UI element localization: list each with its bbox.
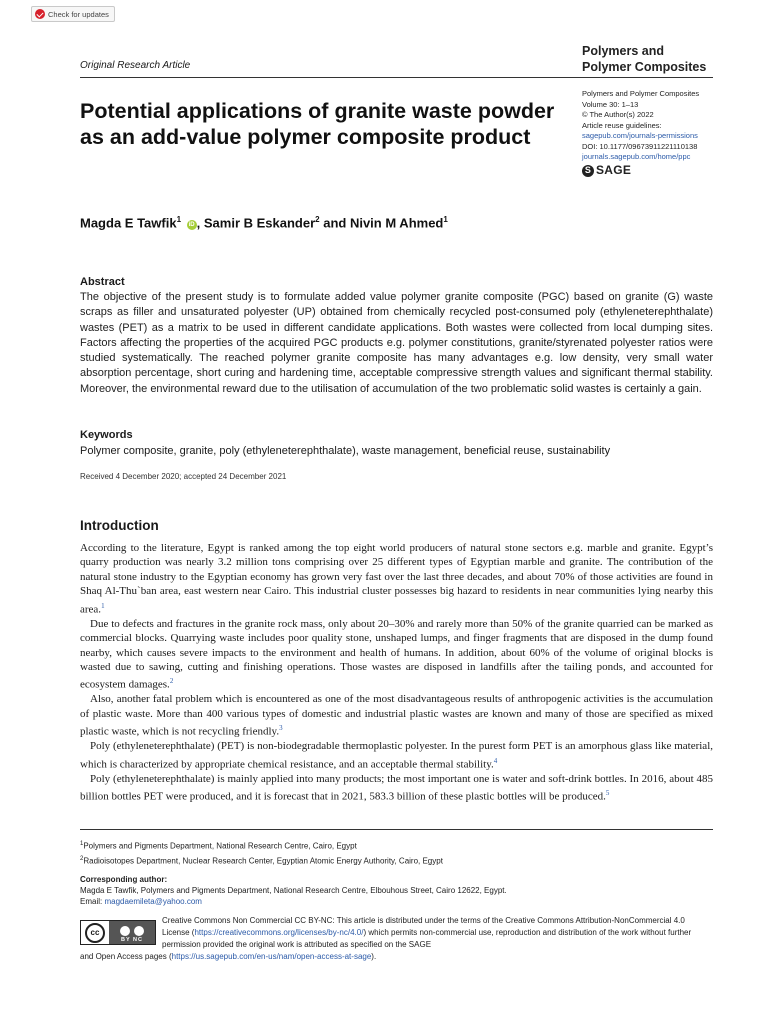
sage-s-icon: S bbox=[582, 165, 594, 177]
check-for-updates-button[interactable] bbox=[31, 6, 115, 22]
corresponding-heading: Corresponding author: bbox=[80, 875, 168, 884]
introduction-body bbox=[80, 541, 713, 804]
license-link[interactable]: https://creativecommons.org/licenses/by-nc/4.0/ bbox=[194, 928, 364, 937]
check-circle-icon bbox=[35, 9, 45, 19]
affiliation-marker: 1 bbox=[176, 215, 182, 224]
footnote-divider bbox=[80, 829, 713, 830]
author-name: Nivin M Ahmed bbox=[349, 215, 444, 231]
header-divider bbox=[80, 77, 713, 78]
affiliation-text: Polymers and Pigments Department, National Research Centre, Cairo, Egypt bbox=[83, 841, 357, 851]
keywords-heading: Keywords bbox=[80, 429, 133, 441]
affiliation-marker: 1 bbox=[443, 215, 448, 224]
abstract-heading: Abstract bbox=[80, 276, 125, 288]
introduction-heading: Introduction bbox=[80, 518, 159, 533]
email-link[interactable]: magdaemileta@yahoo.com bbox=[104, 897, 202, 906]
sage-logo bbox=[582, 165, 722, 177]
author-name: Samir B Eskander bbox=[203, 215, 316, 231]
paragraph bbox=[80, 692, 713, 739]
meta-volume: Volume 30: 1–13 bbox=[582, 99, 639, 109]
paragraph-text: Poly (ethyleneterephthalate) (PET) is non-biodegradable thermoplastic polyester. In the purest form PET is an amorphous glass like material, which is characterized by appropriate chemical resistance, and an acceptable thermal stability. bbox=[80, 740, 713, 771]
affiliation-number: 2 bbox=[80, 856, 84, 863]
citation-link[interactable]: 1 bbox=[101, 601, 105, 610]
noncommercial-icon bbox=[134, 926, 144, 936]
author-separator: , bbox=[196, 215, 204, 231]
article-type: Original Research Article bbox=[80, 60, 191, 71]
paragraph bbox=[80, 772, 713, 804]
affiliations bbox=[80, 838, 443, 868]
journal-brand-line2: Polymer Composites bbox=[582, 60, 707, 74]
meta-reuse-label: Article reuse guidelines: bbox=[582, 120, 662, 130]
paragraph bbox=[80, 541, 713, 617]
meta-copyright: © The Author(s) 2022 bbox=[582, 110, 654, 119]
paragraph-text: Due to defects and fractures in the granite rock mass, only about 20–30% and rarely more than 50% of the granite quarried can be marked as commercial blocks. Quarrying waste includes poor quality stone, unshaped lumps, and finger fragments that are disposed in the dump found nearby, which causes severe impacts to the environment and health of humans. In addition, about 60% of the volume of original blocks is wasted due to sawing, cutting and finishing operations. Those wastes are disposed in landfills after the tailing ponds, and accounted for ecosystem damages. bbox=[80, 617, 713, 691]
article-meta bbox=[582, 89, 722, 177]
sage-wordmark: SAGE bbox=[596, 163, 632, 178]
journal-brand-line1: Polymers and bbox=[582, 44, 664, 58]
paragraph bbox=[80, 617, 713, 693]
meta-doi: DOI: 10.1177/09673911221110138 bbox=[582, 141, 698, 151]
paragraph-text: According to the literature, Egypt is ranked among the top eight world producers of natural stone sectors e.g. marble and granite. Egypt’s quarry production was nearly 3.2 million tons comprising over 25 different types of Egyptian marble and granite. The contribution of the natural stone industry to the Egyptian economy has grown very fast over the last three decades, and about 70% of those activities are found in Shaq Al-Thu`ban area, east western near Cairo. This industrial cluster possesses big hazard to residents in near communities lying nearby this area. bbox=[80, 542, 713, 616]
corresponding-address: Magda E Tawfik, Polymers and Pigments Department, National Research Centre, Elbouhous Street, Cairo 12622, Egypt. bbox=[80, 886, 507, 895]
article-title: Potential applications of granite waste powder as an add-value polymer composite product bbox=[80, 99, 555, 149]
corresponding-author bbox=[80, 874, 507, 907]
affiliation-number: 1 bbox=[80, 841, 84, 847]
license-text bbox=[162, 915, 713, 951]
author-name: Magda E Tawfik bbox=[80, 215, 177, 231]
cc-term-icons bbox=[120, 926, 144, 936]
keywords-text: Polymer composite, granite, poly (ethyleneterephthalate), waste management, beneficial reuse, sustainability bbox=[80, 445, 611, 457]
citation-link[interactable]: 3 bbox=[279, 724, 283, 733]
attribution-icon bbox=[120, 926, 130, 936]
affiliation bbox=[80, 838, 443, 853]
open-access-link[interactable]: https://us.sagepub.com/en-us/nam/open-access-at-sage bbox=[171, 952, 372, 961]
license-text-continued bbox=[80, 951, 713, 963]
license-part: Creative Commons Non Commercial CC BY-NC: This article is distributed under the terms of the Creative Commons Attribution-NonCommercial 4.0 License ( bbox=[162, 916, 685, 937]
affiliation-text: Radioisotopes Department, Nuclear Research Center, Egyptian Atomic Energy Authority, Cairo, Egypt bbox=[83, 856, 443, 866]
author-separator: and bbox=[319, 215, 350, 231]
reuse-link[interactable]: sagepub.com/journals-permissions bbox=[582, 131, 698, 140]
license-part: and Open Access pages ( bbox=[80, 952, 172, 961]
corresponding-email-line bbox=[80, 896, 507, 907]
journal-link[interactable]: journals.sagepub.com/home/ppc bbox=[582, 152, 691, 161]
cc-terms-area bbox=[109, 921, 155, 944]
author-list bbox=[80, 215, 448, 230]
cc-icon: cc bbox=[85, 923, 105, 943]
affiliation bbox=[80, 853, 443, 868]
license-part: ) which permits non-commercial use, reproduction and distribution of the work without further permission provided the original work is attributed as specified on the SAGE bbox=[162, 928, 692, 949]
citation-link[interactable]: 2 bbox=[169, 677, 174, 686]
license-part: ). bbox=[371, 952, 377, 961]
paragraph-text: Also, another fatal problem which is encountered as one of the most disadvantageous results of anthropogenic activities is the accumulation of plastic waste. More than 400 various types of domestic and industrial plastic wastes are known and many of those are specified as mixed plastic waste, which is not recycling friendly. bbox=[80, 693, 713, 738]
cc-mark-area bbox=[81, 921, 109, 944]
citation-link[interactable]: 4 bbox=[493, 756, 498, 765]
cc-by-nc-logo bbox=[80, 920, 156, 945]
received-dates: Received 4 December 2020; accepted 24 December 2021 bbox=[80, 472, 287, 481]
citation-link[interactable]: 5 bbox=[605, 789, 610, 798]
paragraph-text: Poly (ethyleneterephthalate) is mainly applied into many products; the most important one is water and soft-drink bottles. In 2016, about 485 billion bottles PET were produced, and it is forecast that in 2021, 583.3 billion of these plastic bottles will be produced. bbox=[80, 772, 713, 803]
check-for-updates-label: Check for updates bbox=[48, 9, 109, 19]
orcid-icon[interactable]: iD bbox=[188, 222, 195, 229]
email-label: Email: bbox=[80, 897, 105, 906]
paragraph bbox=[80, 739, 713, 771]
affiliation-marker: 2 bbox=[315, 215, 320, 224]
journal-brand bbox=[582, 43, 722, 75]
meta-journal: Polymers and Polymer Composites bbox=[582, 89, 700, 98]
cc-terms-label: BY NC bbox=[120, 937, 143, 943]
abstract-text: The objective of the present study is to formulate added value polymer granite composite (PGC) based on granite (G) waste scraps as filler and unsaturated polyester (UP) obtained from chemically recycled post-consumed poly (ethyleneterephthalate) wastes (PET) as a matrix to be used in different candidate applications. Both wastes were collected from local dumping sites. Factors affecting the properties of the acquired PGC products e.g. polymer constitutions, granite/styrenated polyester ratios were studied systematically. The reached polymer granite composite has many advantages e.g. low density, very small water absorption percentage, short curing and hardening time, acceptable compressive strength values and significant thermal stability. Moreover, the environmental reward due to the utilisation of accumulation of the two problematic solid wastes is certainly a gain. bbox=[80, 291, 713, 395]
